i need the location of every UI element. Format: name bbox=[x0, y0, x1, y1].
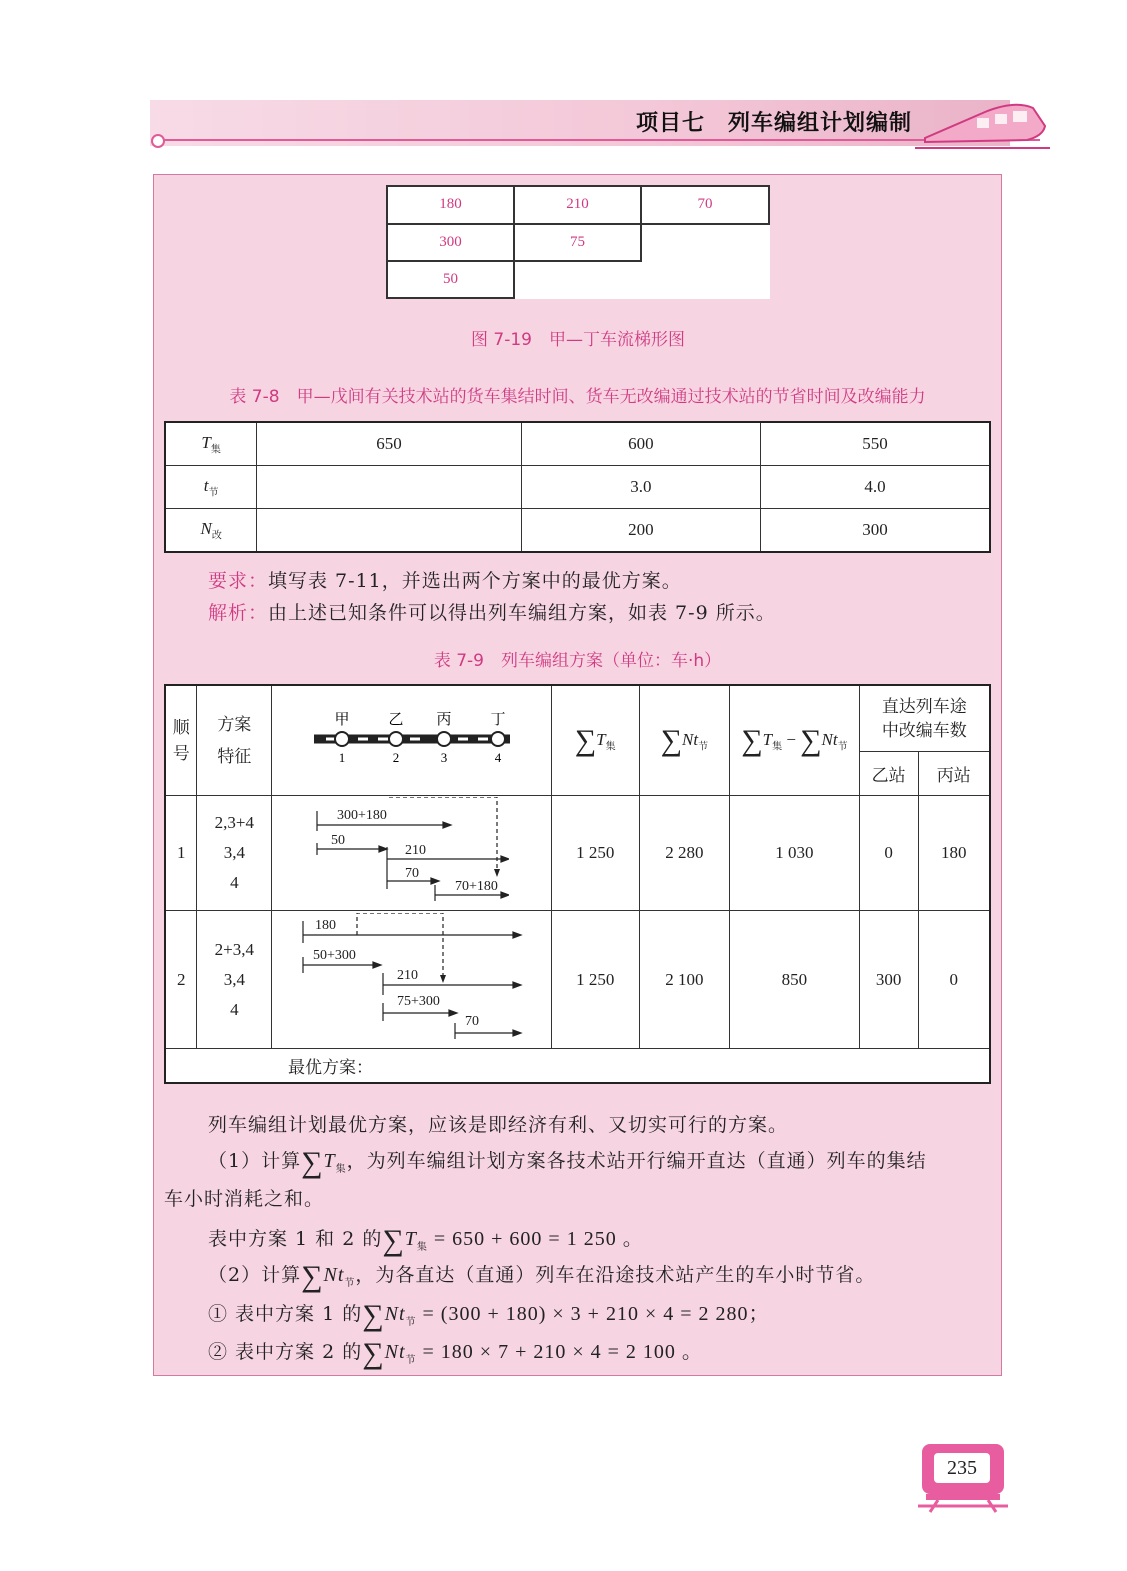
optimal-label: 最优方案： bbox=[165, 1049, 990, 1083]
table-row bbox=[165, 911, 990, 1049]
scheme-1-flow-diagram bbox=[315, 797, 509, 905]
flow-label: 50+300 bbox=[312, 948, 356, 964]
table-row bbox=[165, 509, 990, 553]
flow-label: 70 bbox=[464, 1014, 479, 1030]
figure-caption: 图 7-19 甲—丁车流梯形图 bbox=[471, 330, 685, 350]
ladder-cell: 70 bbox=[640, 185, 770, 225]
table-7-8 bbox=[164, 421, 991, 553]
scheme-2-diagram-cell bbox=[272, 911, 552, 1049]
header-sum-T: $\sum T_集$ bbox=[551, 685, 639, 796]
paragraph: 车小时消耗之和。 bbox=[164, 1188, 325, 1210]
station-number: 4 bbox=[494, 750, 501, 766]
flow-label: 210 bbox=[404, 842, 426, 858]
header-station-line bbox=[272, 685, 552, 796]
seq-cell: 2 bbox=[165, 911, 197, 1049]
table-cell bbox=[257, 466, 521, 509]
paragraph: ① 表中方案 1 的$\sum Nt_节 = (300 + 180) \times 3 + 210 \times 4 = 2$ 280； bbox=[208, 1299, 770, 1332]
table-row bbox=[165, 466, 990, 509]
ladder-cell: 75 bbox=[513, 223, 642, 262]
station-number: 3 bbox=[440, 750, 447, 766]
train-icon bbox=[915, 98, 1050, 154]
header-yi: 乙站 bbox=[859, 752, 918, 796]
optimal-row bbox=[165, 1049, 990, 1083]
scheme-2-flow-diagram bbox=[301, 913, 523, 1041]
paragraph: 表中方案 1 和 2 的$\sum T_集 = 650 + 600 = 1$ 250 。 bbox=[208, 1224, 644, 1257]
sum-T-cell: 1 250 bbox=[551, 911, 639, 1049]
chapter-title: 项目七 列车编组计划编制 bbox=[636, 111, 913, 136]
ladder-cell: 180 bbox=[386, 185, 515, 225]
paragraph: （2）计算$\sum Nt_节$，为各直达（直通）列车在沿途技术站产生的车小时节省。 bbox=[208, 1260, 876, 1293]
header-reshunt: 直达列车途中改编车数 bbox=[859, 685, 990, 752]
header-bing: 丙站 bbox=[918, 752, 990, 796]
row-label: $t_节$ bbox=[165, 466, 257, 509]
table-row bbox=[165, 422, 990, 466]
diff-cell: 1 030 bbox=[730, 796, 859, 911]
feature-cell: 2+3,4 3,4 4 bbox=[197, 911, 272, 1049]
sum-T-cell: 1 250 bbox=[551, 796, 639, 911]
flow-label: 50 bbox=[330, 832, 345, 848]
flow-label: 300+180 bbox=[336, 807, 387, 823]
bing-cell: 180 bbox=[918, 796, 990, 911]
header-row bbox=[165, 685, 990, 752]
header-diff: $\sum T_集 - \sum Nt_节$ bbox=[730, 685, 859, 796]
flow-label: 180 bbox=[314, 918, 336, 934]
paragraph: ② 表中方案 2 的$\sum Nt_节 = 180 \times 7 + 210 \times 4 = 2$ 100 。 bbox=[208, 1337, 703, 1370]
station-number: 1 bbox=[338, 750, 345, 766]
seq-cell: 1 bbox=[165, 796, 197, 911]
paragraph: （1）计算$\sum T_集$，为列车编组计划方案各技术站开行编开直达（直通）列车的集结 bbox=[208, 1146, 927, 1179]
diff-cell: 850 bbox=[730, 911, 859, 1049]
yi-cell: 0 bbox=[859, 796, 918, 911]
yi-cell: 300 bbox=[859, 911, 918, 1049]
flow-label: 70+180 bbox=[454, 878, 498, 894]
table-cell: 650 bbox=[257, 422, 521, 466]
flow-label: 75+300 bbox=[396, 994, 440, 1010]
table-7-9-caption: 表 7-9 列车编组方案（单位：车·h） bbox=[433, 651, 722, 671]
ladder-cell: 210 bbox=[513, 185, 642, 225]
station-line-diagram bbox=[312, 710, 512, 766]
feature-cell: 2,3+4 3,4 4 bbox=[197, 796, 272, 911]
bing-cell: 0 bbox=[918, 911, 990, 1049]
table-7-9 bbox=[164, 684, 991, 1084]
ladder-cell: 50 bbox=[386, 260, 515, 299]
sum-N-cell: 2 100 bbox=[639, 911, 730, 1049]
table-cell: 300 bbox=[761, 509, 990, 553]
paragraph: 列车编组计划最优方案，应该是即经济有利、又切实可行的方案。 bbox=[208, 1114, 789, 1136]
requirement-line: 要求：填写表 7-11，并选出两个方案中的最优方案。 bbox=[208, 570, 682, 592]
header-dot-icon bbox=[151, 134, 165, 148]
header-seq: 顺号 bbox=[165, 685, 197, 796]
station-name: 丁 bbox=[490, 710, 506, 729]
station-number: 2 bbox=[392, 750, 399, 766]
analysis-line: 解析：由上述已知条件可以得出列车编组方案，如表 7-9 所示。 bbox=[208, 602, 776, 624]
scheme-1-diagram-cell bbox=[272, 796, 552, 911]
row-label: $N_改$ bbox=[165, 509, 257, 553]
header-rule bbox=[160, 139, 1040, 141]
table-cell: 3.0 bbox=[521, 466, 760, 509]
table-cell: 200 bbox=[521, 509, 760, 553]
row-label: $T_集$ bbox=[165, 422, 257, 466]
table-cell: 550 bbox=[761, 422, 990, 466]
header-feature: 方案特征 bbox=[197, 685, 272, 796]
header-sum-N: $\sum Nt_节$ bbox=[639, 685, 730, 796]
page-number: 235 bbox=[934, 1453, 990, 1483]
table-cell bbox=[257, 509, 521, 553]
station-name: 乙 bbox=[388, 710, 404, 729]
station-name: 甲 bbox=[334, 710, 350, 729]
table-row bbox=[165, 796, 990, 911]
flow-label: 210 bbox=[396, 968, 418, 984]
flow-label: 70 bbox=[404, 865, 419, 881]
table-cell: 600 bbox=[521, 422, 760, 466]
table-7-8-caption: 表 7-8 甲—戊间有关技术站的货车集结时间、货车无改编通过技术站的节省时间及改编能力 bbox=[229, 387, 926, 407]
station-name: 丙 bbox=[436, 710, 452, 729]
sum-N-cell: 2 280 bbox=[639, 796, 730, 911]
ladder-cell: 300 bbox=[386, 223, 515, 262]
table-cell: 4.0 bbox=[761, 466, 990, 509]
